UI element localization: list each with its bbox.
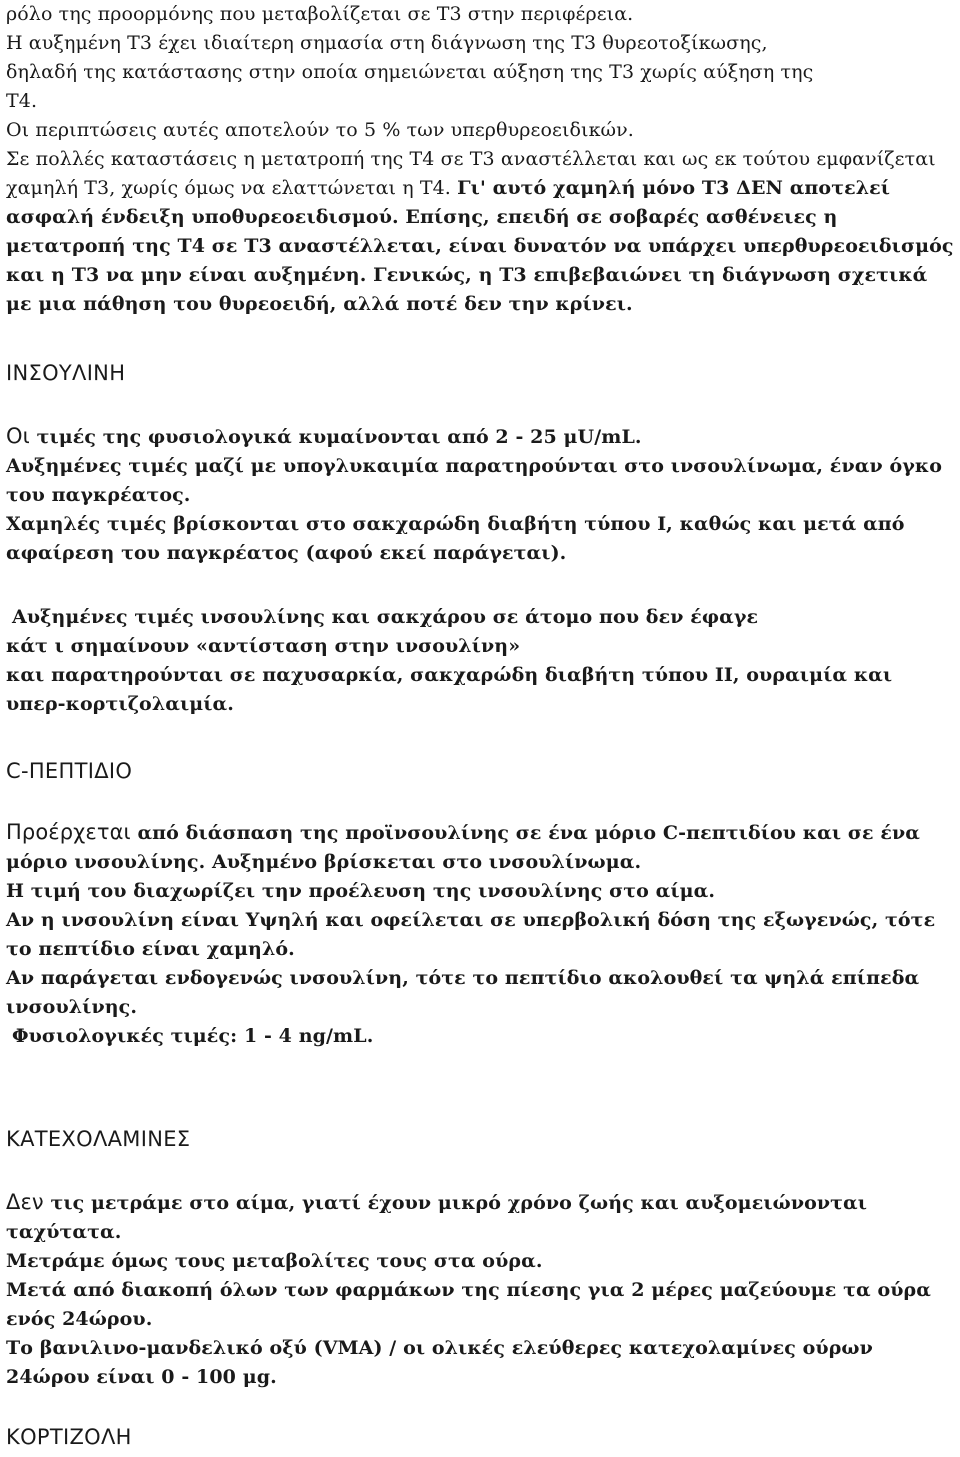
insulin-resistance-line-3: και παρατηρούνται σε παχυσαρκία, σακχαρώδη διαβήτη τύπου ΙΙ, ουραιμία και υπερ-κορτιζολαιμία.: [6, 664, 893, 715]
insulin-normal-range: [6, 422, 954, 452]
catecholamines-vma: Το βανιλινο-μανδελικό οξύ (VMA) / οι ολικές ελεύθερες κατεχολαμίνες ούρων 24ώρου είναι 0 - 100 μg.: [6, 1337, 873, 1388]
insulin-resistance-line-1: Αυξημένες τιμές ινσουλίνης και σακχάρου σε άτομο που δεν έφαγε: [12, 606, 759, 628]
c-peptide-exogenous: Αν η ινσουλίνη είναι Υψηλή και οφείλεται σε υπερβολική δόση της εξωγενώς, τότε το πεπτίδιο είναι χαμηλό.: [6, 909, 936, 960]
t3-conversion-paragraph: [6, 145, 954, 319]
insulin-resistance-line-2: κάτ ι σημαίνουν «αντίσταση στην ινσουλίνη»: [6, 635, 521, 657]
catecholamines-metabolites: Μετράμε όμως τους μεταβολίτες τους στα ούρα.: [6, 1250, 543, 1272]
t3-line-2: Η αυξημένη Τ3 έχει ιδιαίτερη σημασία στη διάγνωση της Τ3 θυρεοτοξίκωσης,: [6, 32, 768, 54]
t3-line-1: ρόλο της προορμόνης που μεταβολίζεται σε Τ3 στην περιφέρεια.: [6, 3, 634, 25]
insulin-range-text: τιμές της φυσιολογικά κυμαίνονται από 2 - 25 μU/mL.: [36, 426, 642, 448]
t3-line-4: Τ4.: [6, 90, 38, 112]
c-peptide-origin-text: από διάσπαση της προϊνσουλίνης σε ένα μόριο C-πεπτιδίου και σε ένα μόριο ινσουλίνης. Αυξημένο βρίσκεται στο ινσουλίνωμα.: [6, 822, 920, 873]
t3-paragraph: [6, 145, 954, 319]
cortisol-heading: ΚΟΡΤΙΖΟΛΗ: [6, 1425, 132, 1449]
insulin-lead-word: Οι: [6, 424, 30, 448]
insulin-low-values: Χαμηλές τιμές βρίσκονται στο σακχαρώδη διαβήτη τύπου Ι, καθώς και μετά από αφαίρεση του παγκρέατος (αφού εκεί παράγεται).: [6, 513, 905, 564]
t3-line-5: Οι περιπτώσεις αυτές αποτελούν το 5 % των υπερθυρεοειδικών.: [6, 119, 634, 141]
t3-intro: [6, 0, 954, 145]
catecholamines-heading: ΚΑΤΕΧΟΛΑΜΙΝΕΣ: [6, 1127, 191, 1151]
catecholamines-lead-word: Δεν: [6, 1190, 44, 1214]
insulin-heading: ΙΝΣΟΥΛΙΝΗ: [6, 361, 126, 385]
catecholamines-blood-text: τις μετράμε στο αίμα, γιατί έχουν μικρό χρόνο ζωής και αυξομειώνονται ταχύτατα.: [6, 1192, 868, 1243]
c-peptide-value-meaning: Η τιμή του διαχωρίζει την προέλευση της ινσουλίνης στο αίμα.: [6, 880, 716, 902]
c-peptide-origin: [6, 818, 954, 877]
insulin-section: [6, 422, 954, 568]
catecholamines-collection: Μετά από διακοπή όλων των φαρμάκων της πίεσης για 2 μέρες μαζεύουμε τα ούρα ενός 24ώρου.: [6, 1279, 931, 1330]
insulin-resistance: [6, 603, 954, 719]
c-peptide-endogenous: Αν παράγεται ενδογενώς ινσουλίνη, τότε το πεπτίδιο ακολουθεί τα ψηλά επίπεδα ινσουλίνης.: [6, 967, 920, 1018]
c-peptide-heading: C-ΠΕΠΤΙΔΙΟ: [6, 759, 133, 783]
c-peptide-normal-values: Φυσιολογικές τιμές: 1 - 4 ng/mL.: [12, 1025, 374, 1047]
catecholamines-section: [6, 1188, 954, 1392]
t3-conversion-text: Σε πολλές καταστάσεις η μετατροπή της Τ4 σε Τ3 αναστέλλεται και ως εκ τούτου εμφανίζεται χαμηλή Τ3, χωρίς όμως να ελαττώνεται η Τ4.: [6, 148, 936, 199]
t3-line-3: δηλαδή της κατάστασης στην οποία σημειώνεται αύξηση της Τ3 χωρίς αύξηση της: [6, 61, 814, 83]
c-peptide-section: [6, 818, 954, 1051]
t3-warning-text: Γι' αυτό χαμηλή μόνο Τ3 ΔΕΝ αποτελεί ασφαλή ένδειξη υποθυρεοειδισμού. Επίσης, επειδή σε σοβαρές ασθένειες η μετατροπή της Τ4 σε Τ3 αναστέλλεται, είναι δυνατόν να υπάρχει υπερθυρεοειδισμός και η Τ3 να μην είναι αυξημένη. Γενικώς, η Τ3 επιβεβαιώνει τη διάγνωση σχετικά με μια πάθηση του θυρεοειδή, αλλά ποτέ δεν την κρίνει.: [6, 177, 954, 315]
catecholamines-blood: [6, 1188, 954, 1247]
c-peptide-lead-word: Προέρχεται: [6, 820, 131, 844]
insulin-high-values: Αυξημένες τιμές μαζί με υπογλυκαιμία παρατηρούνται στο ινσουλίνωμα, έναν όγκο του παγκρέατος.: [6, 455, 942, 506]
